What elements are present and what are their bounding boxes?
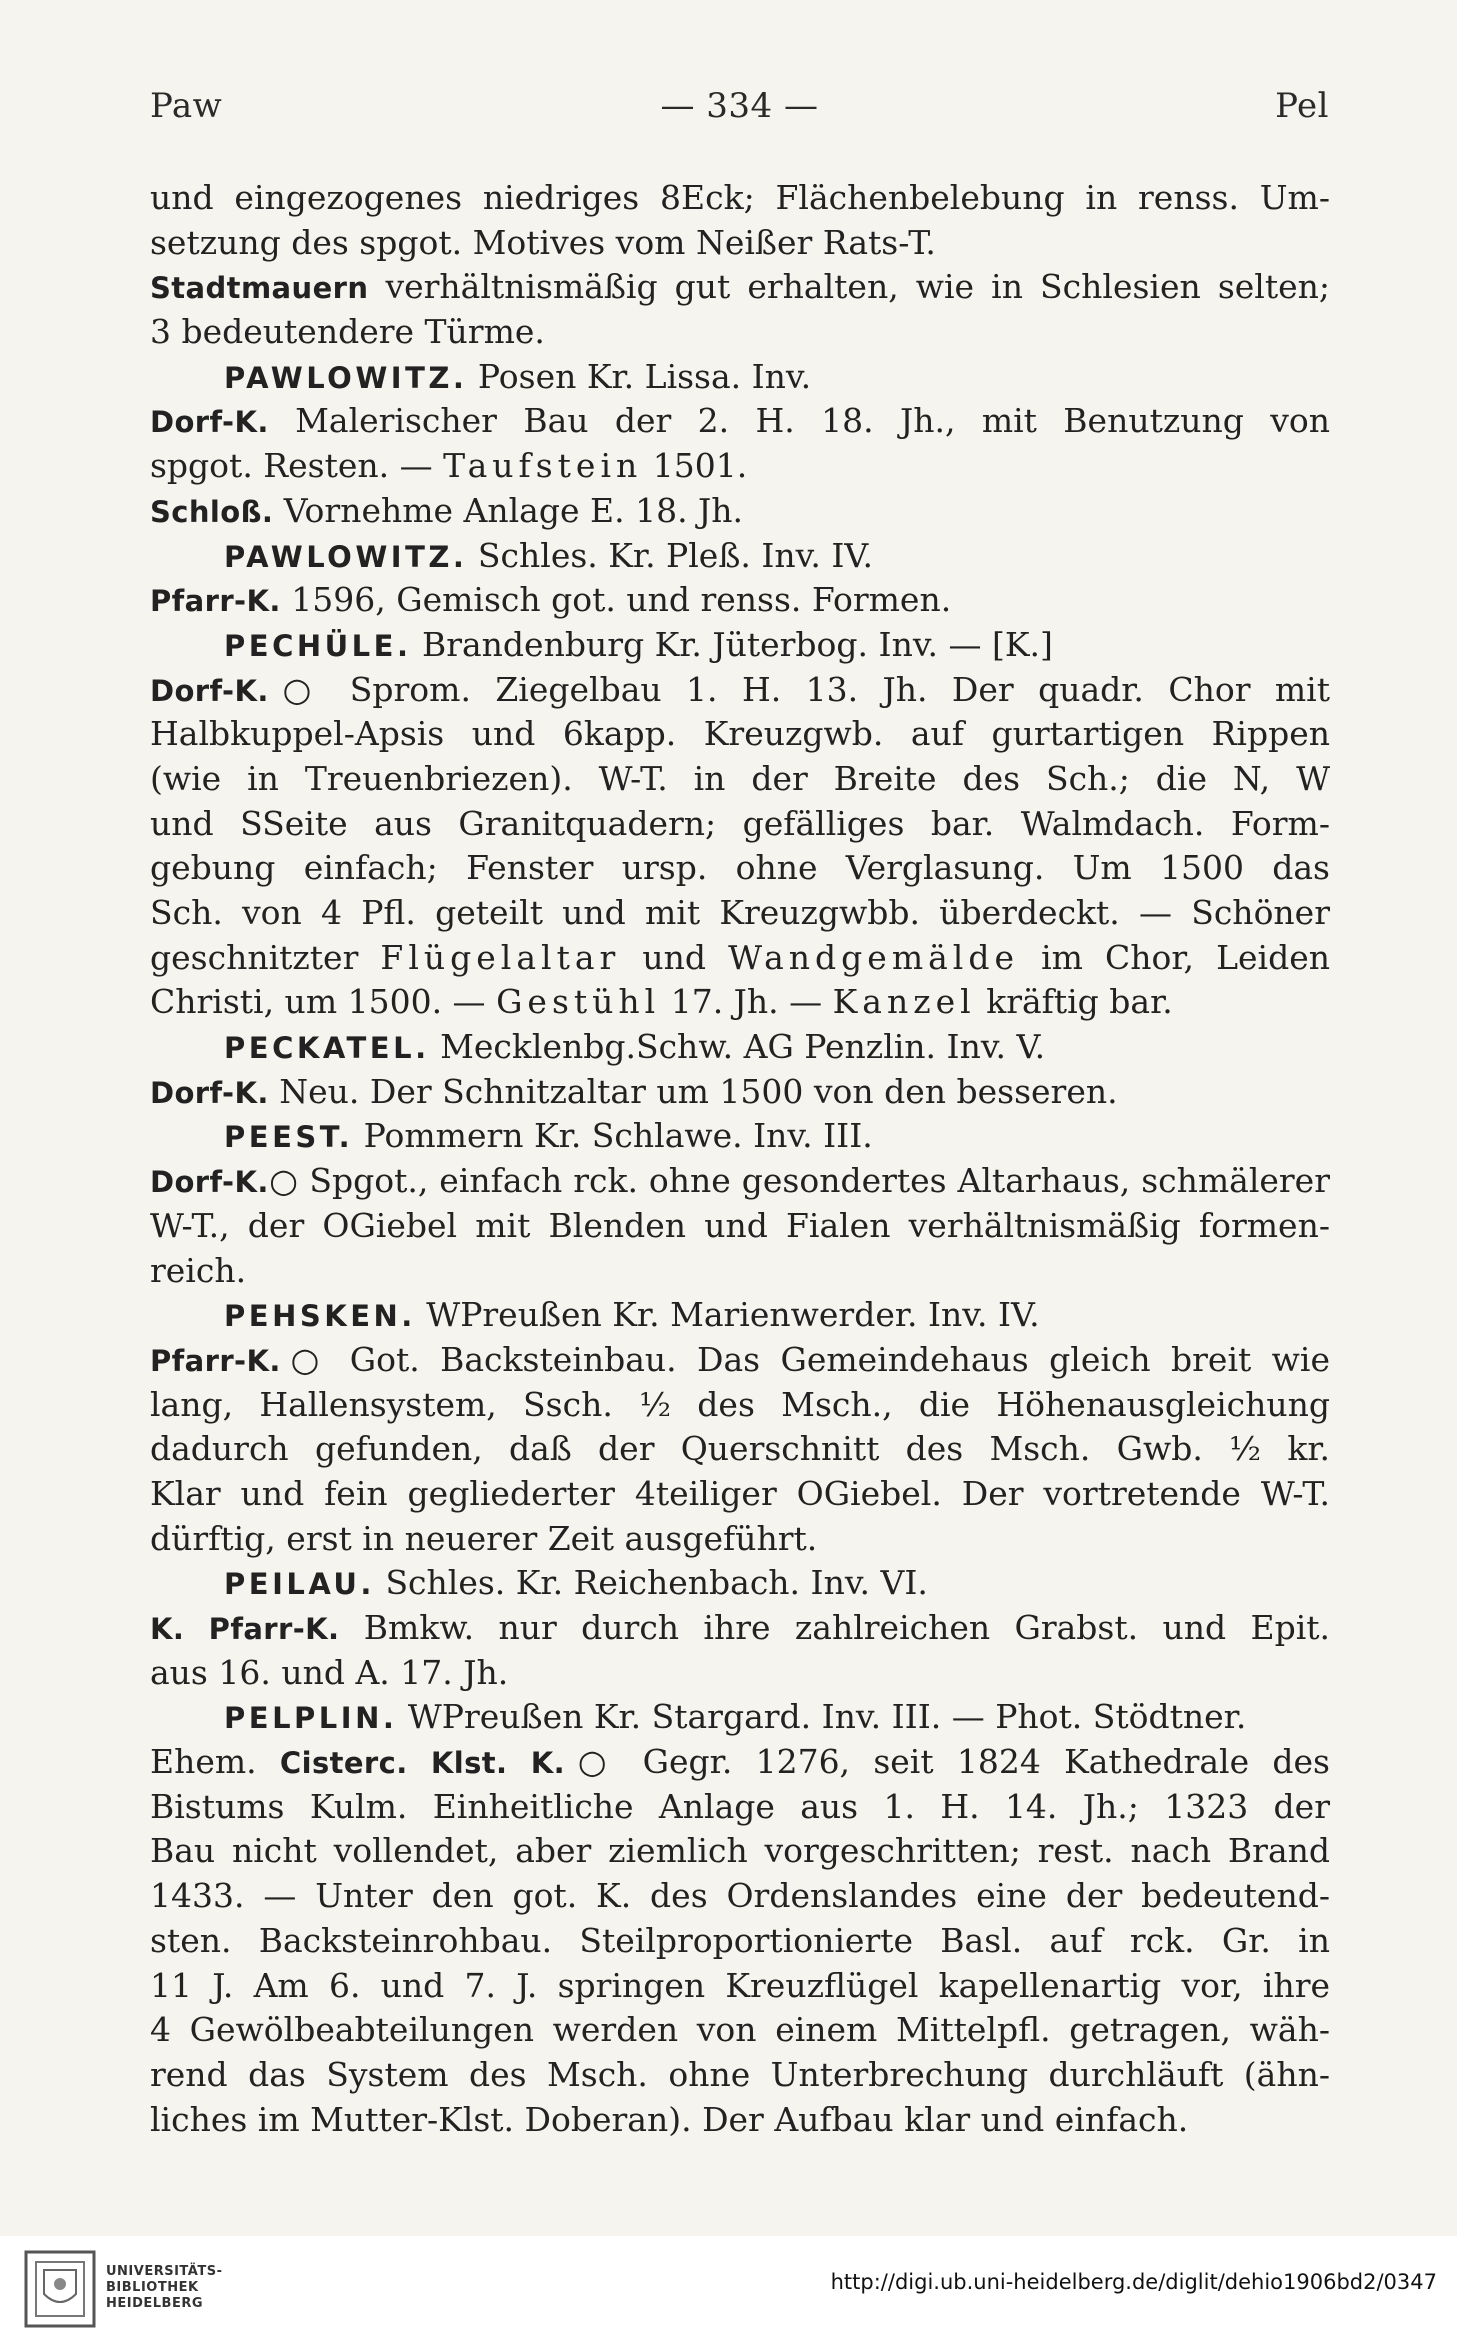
text-line: [150, 1293, 1330, 1338]
text-line: [150, 623, 1330, 668]
university-seal-icon: [24, 2250, 96, 2328]
text-run: Bistums Kulm. Einheitliche Anlage aus 1. H. 14. Jh.; 1323 der: [150, 1786, 1330, 1826]
text-line: [150, 936, 1330, 981]
entry-keyword: Dorf-K.: [150, 673, 269, 708]
header-left-keyword: Paw: [150, 86, 223, 126]
entry-place-name: PAWLOWITZ.: [224, 539, 468, 574]
text-run: ○ Gegr. 1276, seit 1824 Kathedrale des: [565, 1742, 1330, 1782]
entry-keyword: Dorf-K.: [150, 1165, 269, 1200]
text-run: Halbkuppel-Apsis und 6kapp. Kreuzgwb. auf gurtartigen Rippen: [150, 714, 1330, 754]
text-line: [150, 578, 1330, 623]
text-run: 4 Gewölbeabteilungen werden von einem Mittelpfl. getragen, wäh-: [150, 2010, 1330, 2050]
text-run: Christi, um 1500. —: [150, 982, 497, 1022]
text-line: [150, 1964, 1330, 2009]
entry-keyword: K. Pfarr-K.: [150, 1612, 340, 1646]
text-line: [150, 712, 1330, 757]
text-run: und SSeite aus Granitquadern; gefälliges bar. Walmdach. Form-: [150, 803, 1330, 843]
text-line: [150, 1919, 1330, 1964]
text-run: Taufstein: [443, 446, 643, 486]
text-run: 1433. — Unter den got. K. des Ordenslandes eine der bedeutend-: [150, 1876, 1330, 1916]
text-run: und eingezogenes niedriges 8Eck; Flächenbelebung in renss. Um-: [150, 178, 1330, 217]
entry-place-name: PAWLOWITZ.: [224, 360, 468, 395]
text-line: [150, 444, 1330, 489]
text-line: [150, 1561, 1330, 1606]
text-run: 11 J. Am 6. und 7. J. springen Kreuzflügel kapellenartig vor, ihre: [150, 1965, 1330, 2005]
entry-place-name: PEEST.: [224, 1120, 354, 1155]
text-run: gebung einfach; Fenster ursp. ohne Verglasung. Um 1500 das: [150, 848, 1330, 888]
text-line: [150, 1472, 1330, 1517]
text-line: [150, 2053, 1330, 2098]
text-run: Posen Kr. Lissa. Inv.: [467, 356, 812, 396]
text-line: [150, 1114, 1330, 1159]
text-run: lang, Hallensystem, Ssch. ½ des Msch., die Höhenausgleichung: [150, 1384, 1330, 1424]
text-line: [150, 1025, 1330, 1070]
text-run: ○ Got. Backsteinbau. Das Gemeindehaus gleich breit wie: [280, 1339, 1330, 1379]
text-run: Mecklenbg.Schw. AG Penzlin. Inv. V.: [429, 1027, 1046, 1067]
entry-place-name: PECKATEL.: [224, 1031, 430, 1066]
text-run: Neu. Der Schnitzaltar um 1500 von den besseren.: [268, 1071, 1118, 1111]
text-run: aus 16. und A. 17. Jh.: [150, 1652, 509, 1692]
text-run: liches im Mutter-Klst. Doberan). Der Aufbau klar und einfach.: [150, 2099, 1189, 2139]
text-line: [150, 355, 1330, 400]
body-text: [150, 176, 1330, 2142]
footer-bar: [0, 2236, 1457, 2342]
text-run: Gestühl: [496, 982, 661, 1022]
text-line: [150, 1829, 1330, 1874]
running-header: [150, 86, 1329, 136]
source-url[interactable]: http://digi.ub.uni-heidelberg.de/diglit/dehio1906bd2/0347: [830, 2270, 1437, 2294]
text-line: [150, 1249, 1330, 1294]
text-run: ○ Sprom. Ziegelbau 1. H. 13. Jh. Der quadr. Chor mit: [268, 669, 1330, 709]
text-line: [150, 1785, 1330, 1830]
text-line: [150, 265, 1330, 310]
text-run: spgot. Resten. —: [150, 446, 444, 486]
entry-keyword: Dorf-K.: [150, 405, 269, 440]
text-line: [150, 891, 1330, 936]
text-line: [150, 1070, 1330, 1115]
text-run: geschnitzter: [150, 937, 381, 977]
header-right-keyword: Pel: [1275, 86, 1329, 126]
text-run: WPreußen Kr. Stargard. Inv. III. — Phot. Stödtner.: [397, 1697, 1247, 1737]
text-line: [150, 310, 1330, 355]
text-line: [150, 221, 1330, 266]
text-line: [150, 176, 1330, 221]
entry-keyword: Pfarr-K.: [150, 1343, 281, 1378]
text-run: rend das System des Msch. ohne Unterbrechung durchläuft (ähn-: [150, 2054, 1330, 2094]
text-run: 1501.: [642, 446, 748, 486]
entry-place-name: PEHSKEN.: [224, 1299, 416, 1334]
text-line: [150, 980, 1330, 1025]
text-run: Bau nicht vollendet, aber ziemlich vorgeschritten; rest. nach Brand: [150, 1831, 1330, 1871]
text-run: Wandgemälde: [728, 937, 1019, 977]
entry-place-name: PEILAU.: [224, 1567, 375, 1602]
text-run: Klar und fein gegliederter 4teiliger OGiebel. Der vortretende W-T.: [150, 1473, 1330, 1513]
text-run: Brandenburg Kr. Jüterbog. Inv. — [K.]: [411, 624, 1053, 664]
text-line: [150, 846, 1330, 891]
text-run: Bmkw. nur durch ihre zahlreichen Grabst. und Epit.: [339, 1608, 1330, 1647]
page-number: — 334 —: [660, 86, 819, 126]
text-run: Kanzel: [832, 982, 976, 1022]
text-line: [150, 1651, 1330, 1696]
text-line: [150, 399, 1330, 444]
entry-keyword: Dorf-K.: [150, 1075, 269, 1110]
entry-keyword: Cisterc. Klst. K.: [279, 1746, 566, 1781]
text-line: [150, 1695, 1330, 1740]
text-run: sten. Backsteinrohbau. Steilproportionierte Basl. auf rck. Gr. in: [150, 1920, 1330, 1960]
entry-keyword: Schloß.: [150, 494, 274, 529]
text-run: (wie in Treuenbriezen). W-T. in der Breite des Sch.; die N, W: [150, 758, 1330, 798]
text-run: Ehem.: [150, 1742, 280, 1782]
entry-place-name: PECHÜLE.: [224, 628, 412, 663]
text-run: setzung des spgot. Motives vom Neißer Rats-T.: [150, 222, 936, 262]
text-line: [150, 489, 1330, 534]
text-line: [150, 1383, 1330, 1428]
text-run: dadurch gefunden, daß der Querschnitt des Msch. Gwb. ½ kr.: [150, 1429, 1330, 1469]
text-line: [150, 2008, 1330, 2053]
text-run: WPreußen Kr. Marienwerder. Inv. IV.: [415, 1295, 1040, 1335]
text-line: [150, 802, 1330, 847]
text-run: Malerischer Bau der 2. H. 18. Jh., mit Benutzung von: [268, 401, 1330, 441]
text-line: [150, 1517, 1330, 1562]
text-run: im Chor, Leiden: [1019, 937, 1330, 977]
text-line: [150, 668, 1330, 713]
text-run: Schles. Kr. Pleß. Inv. IV.: [467, 535, 873, 575]
text-line: [150, 1427, 1330, 1472]
text-run: 1596, Gemisch got. und renss. Formen.: [280, 580, 952, 620]
text-line: [150, 2098, 1330, 2143]
entry-keyword: Pfarr-K.: [150, 584, 281, 619]
entry-keyword: Stadtmauern: [150, 271, 369, 306]
text-line: [150, 757, 1330, 802]
text-run: kräftig bar.: [975, 982, 1173, 1022]
text-line: [150, 1740, 1330, 1785]
text-run: W-T., der OGiebel mit Blenden und Fialen verhältnismäßig formen-: [150, 1205, 1330, 1245]
text-run: Schles. Kr. Reichenbach. Inv. VI.: [374, 1563, 928, 1603]
institution-name: UNIVERSITÄTS- BIBLIOTHEK HEIDELBERG: [106, 2264, 223, 2311]
text-run: Flügelaltar: [380, 937, 621, 977]
text-line: [150, 1606, 1330, 1651]
text-line: [150, 1338, 1330, 1383]
text-line: [150, 534, 1330, 579]
text-run: dürftig, erst in neuerer Zeit ausgeführt.: [150, 1518, 818, 1558]
text-run: verhältnismäßig gut erhalten, wie in Schlesien selten;: [368, 267, 1330, 307]
text-run: Sch. von 4 Pfl. geteilt und mit Kreuzgwbb. überdeckt. — Schöner: [150, 893, 1330, 932]
text-run: 17. Jh. —: [660, 982, 833, 1022]
text-run: 3 bedeutendere Türme.: [150, 312, 545, 352]
text-line: [150, 1159, 1330, 1204]
text-line: [150, 1204, 1330, 1249]
text-run: reich.: [150, 1250, 247, 1290]
text-run: Pommern Kr. Schlawe. Inv. III.: [353, 1116, 873, 1156]
text-run: ○ Spgot., einfach rck. ohne gesondertes Altarhaus, schmälerer: [268, 1161, 1330, 1201]
text-line: [150, 1874, 1330, 1919]
text-run: Vornehme Anlage E. 18. Jh.: [273, 490, 744, 530]
text-run: und: [620, 937, 729, 977]
entry-place-name: PELPLIN.: [224, 1701, 398, 1736]
